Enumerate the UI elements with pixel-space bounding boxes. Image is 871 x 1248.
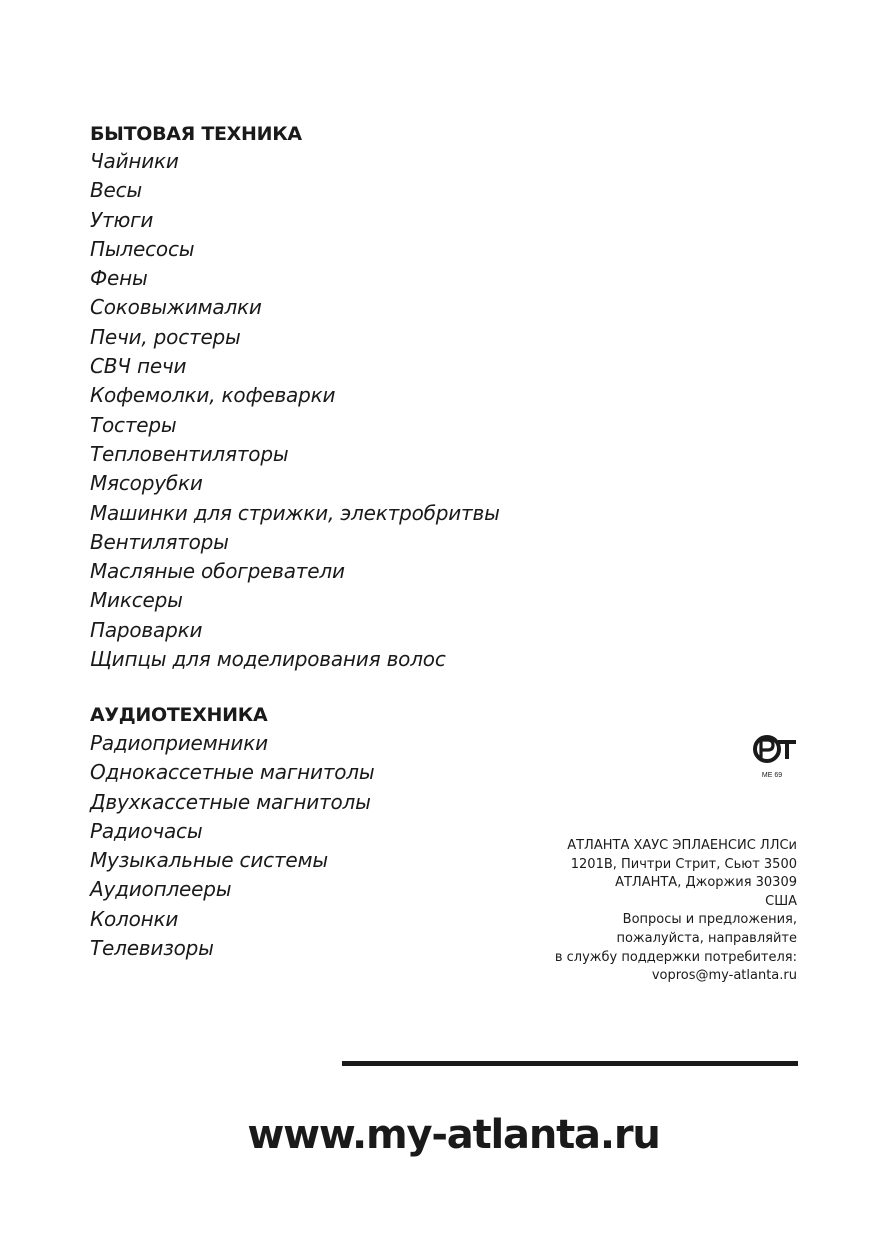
certification-code: МЕ 69 bbox=[761, 772, 783, 779]
list-item: Чайники bbox=[90, 149, 179, 173]
audio-equipment-list bbox=[90, 729, 374, 963]
list-item: Щипцы для моделирования волос bbox=[90, 647, 446, 672]
company-contact-block bbox=[477, 837, 797, 986]
list-item: Весы bbox=[90, 178, 143, 203]
list-item: Миксеры bbox=[90, 588, 183, 613]
list-item: Двухкассетные магнитолы bbox=[90, 789, 371, 814]
horizontal-rule bbox=[342, 1061, 798, 1066]
company-street: 1201В, Пичтри Стрит, Сьют 3500 bbox=[570, 856, 797, 872]
list-item: Радиоприемники bbox=[90, 731, 268, 755]
list-item: Мясорубки bbox=[90, 471, 203, 496]
pct-mark-svg bbox=[752, 733, 800, 773]
list-item: Соковыжималки bbox=[90, 295, 262, 320]
support-email: vopros@my-atlanta.ru bbox=[651, 968, 797, 984]
list-item: Однокассетные магнитолы bbox=[90, 760, 375, 785]
list-item: Аудиоплееры bbox=[90, 877, 232, 902]
list-item: Колонки bbox=[90, 906, 179, 931]
list-item: Фены bbox=[90, 266, 148, 291]
list-item: Вентиляторы bbox=[90, 529, 229, 554]
audio-equipment-heading: АУДИОТЕХНИКА bbox=[90, 704, 268, 726]
company-name: АТЛАНТА ХАУС ЭПЛАЕНСИС ЛЛСи bbox=[567, 838, 797, 853]
support-text-line: Вопросы и предложения, bbox=[622, 912, 797, 928]
list-item: Пылесосы bbox=[90, 236, 195, 261]
website-url: www.my-atlanta.ru bbox=[247, 1112, 660, 1158]
list-item: Печи, ростеры bbox=[90, 324, 241, 349]
list-item: Телевизоры bbox=[90, 936, 214, 961]
list-item: Радиочасы bbox=[90, 818, 203, 843]
list-item: Машинки для стрижки, электробритвы bbox=[90, 500, 500, 525]
list-item: Масляные обогреватели bbox=[90, 559, 345, 584]
list-item: Музыкальные системы bbox=[90, 848, 328, 873]
support-text-line: пожалуйста, направляйте bbox=[616, 930, 797, 946]
company-country: США bbox=[765, 893, 797, 909]
list-item: Кофемолки, кофеварки bbox=[90, 383, 336, 408]
list-item: Тепловентиляторы bbox=[90, 441, 289, 466]
company-city: АТЛАНТА, Джоржия 30309 bbox=[615, 875, 797, 891]
household-appliances-list bbox=[90, 147, 500, 674]
list-item: Тостеры bbox=[90, 412, 177, 437]
support-text-line: в службу поддержки потребителя: bbox=[554, 949, 797, 965]
list-item: Пароварки bbox=[90, 617, 203, 642]
list-item: СВЧ печи bbox=[90, 354, 187, 379]
list-item: Утюги bbox=[90, 207, 154, 232]
household-appliances-heading: БЫТОВАЯ ТЕХНИКА bbox=[90, 123, 302, 145]
